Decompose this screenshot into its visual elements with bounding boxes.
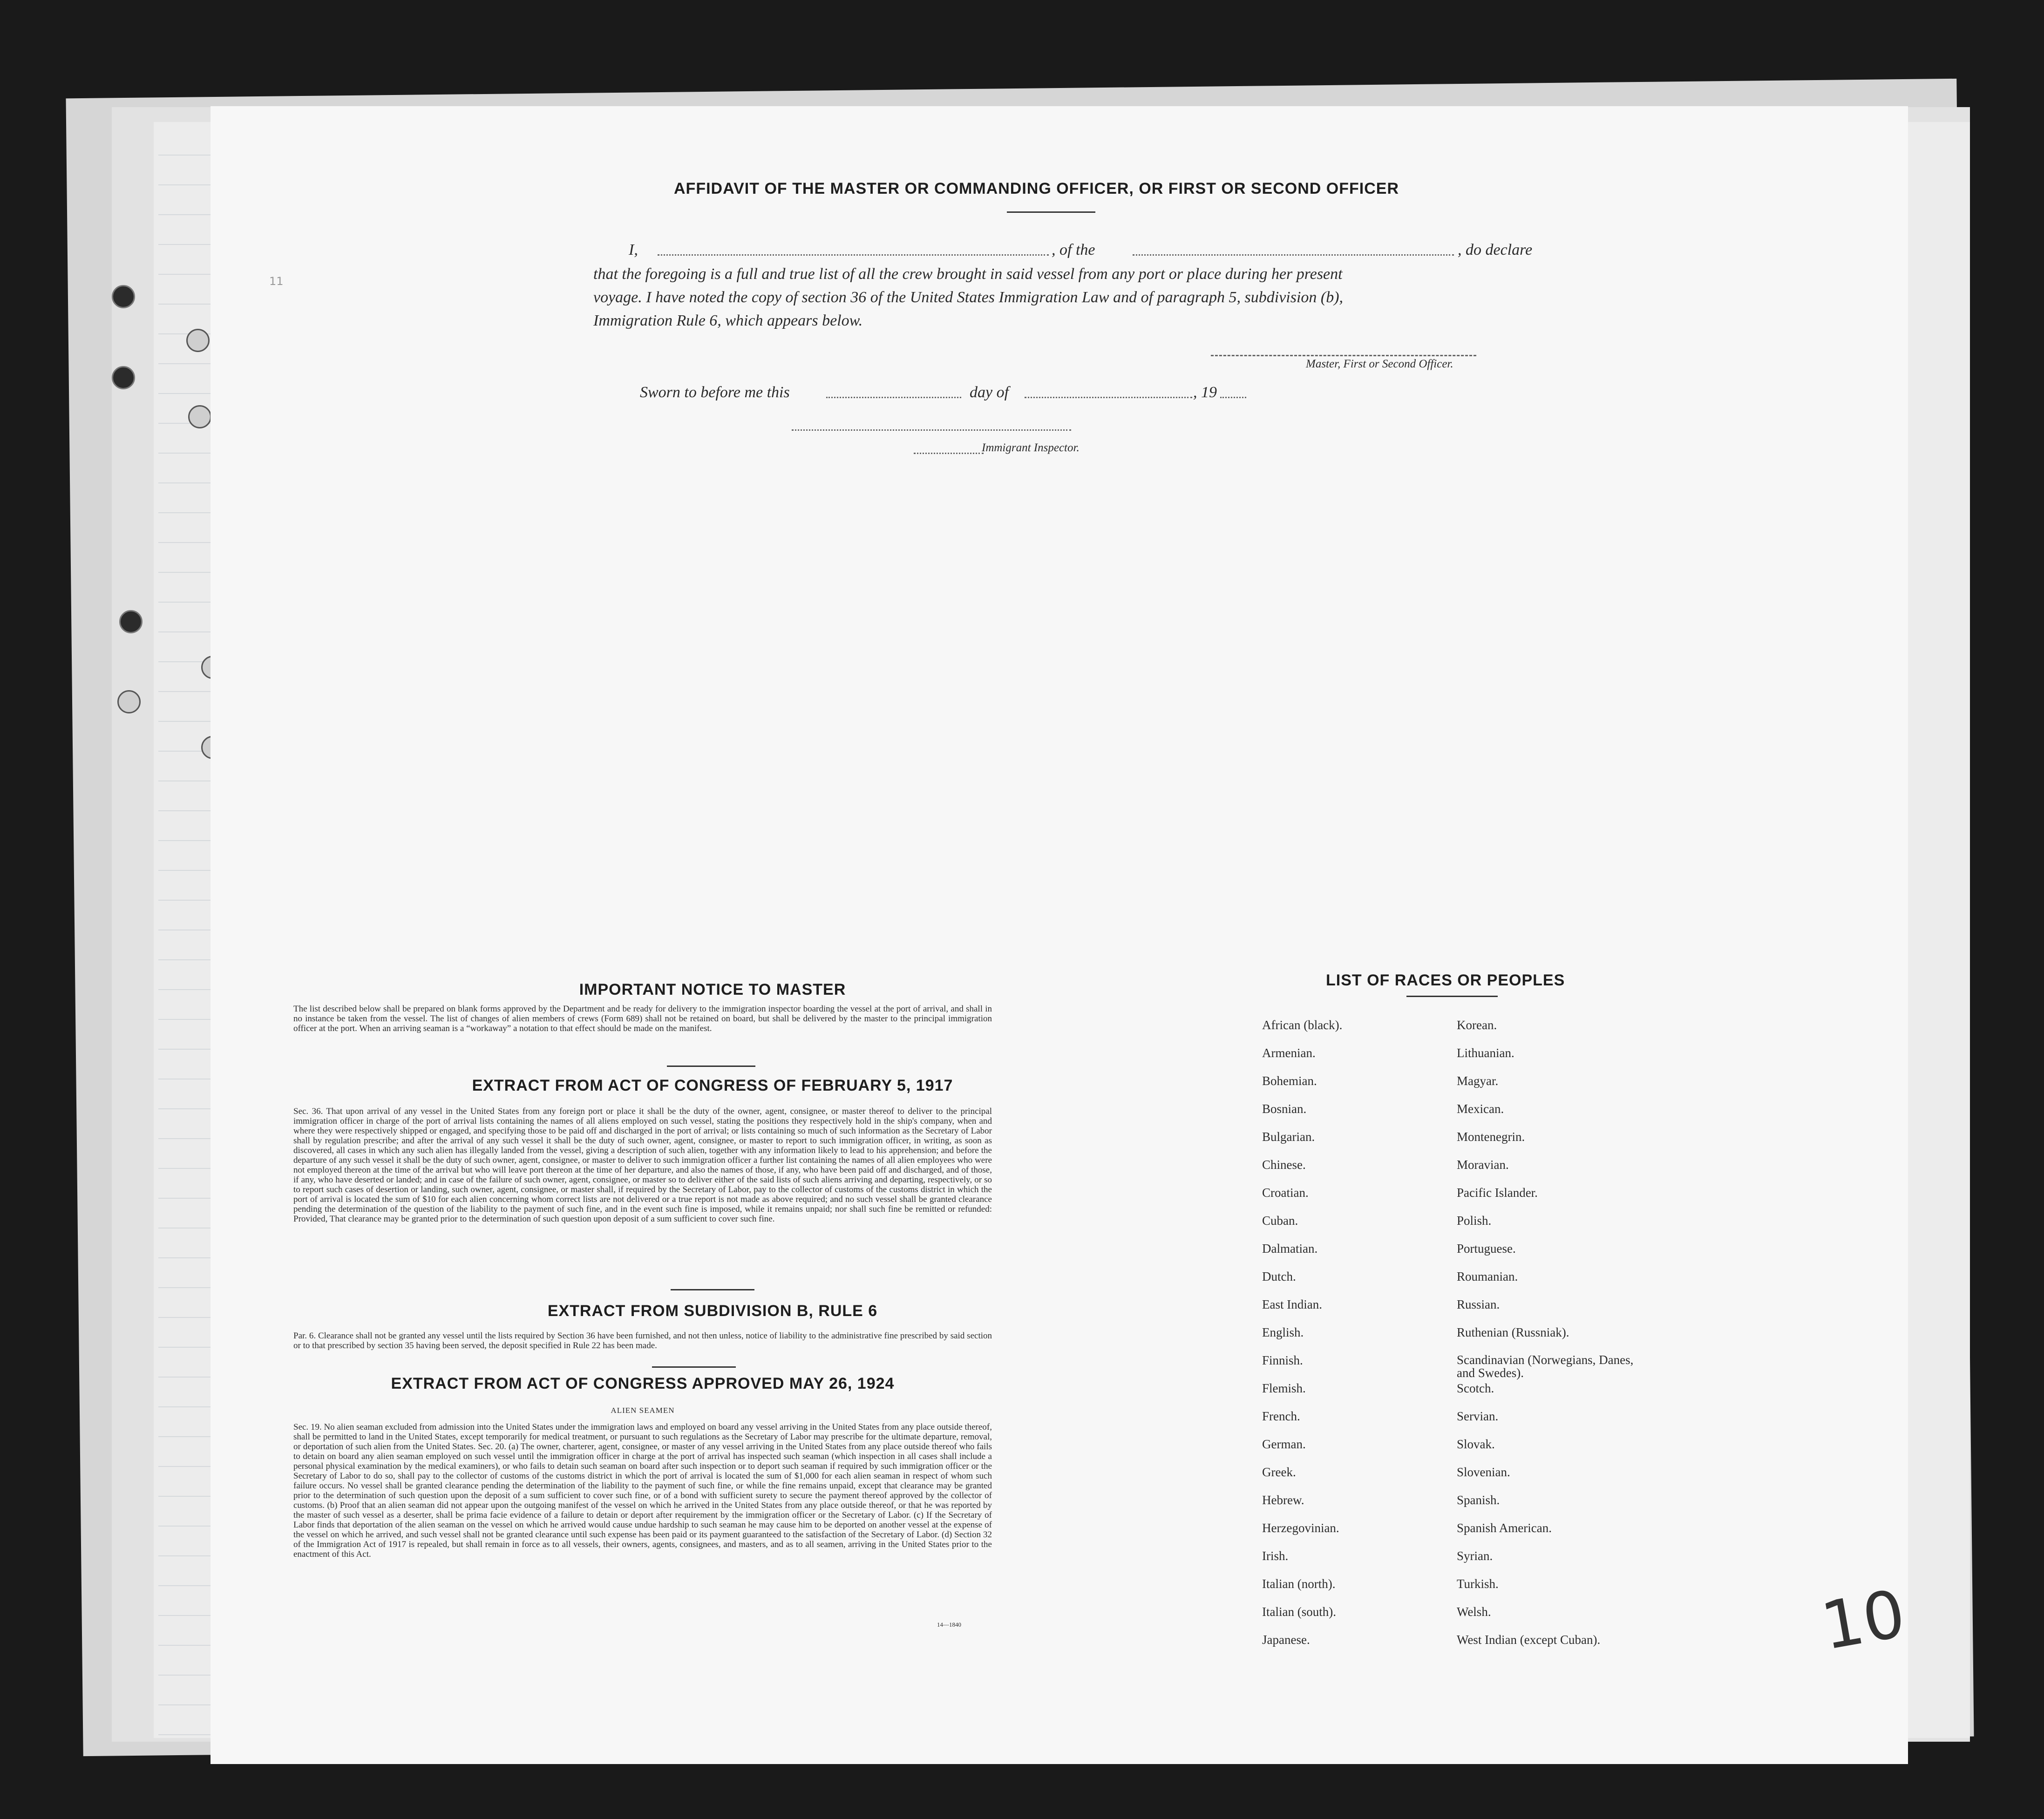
sworn-day-field[interactable]	[826, 397, 961, 398]
race-item: Scandinavian (Norwegians, Danes, and Swedes).	[1457, 1353, 1634, 1380]
punch-hole	[117, 690, 141, 713]
name-field[interactable]	[658, 254, 1049, 256]
extract-1924-subtitle: ALIEN SEAMEN	[611, 1406, 675, 1415]
race-item: Irish.	[1262, 1549, 1289, 1563]
races-title: LIST OF RACES OR PEOPLES	[1326, 971, 1565, 989]
race-item: Scotch.	[1457, 1381, 1494, 1395]
races-list-right	[1457, 1018, 1634, 1661]
race-item: Turkish.	[1457, 1577, 1499, 1591]
race-item: Spanish American.	[1457, 1521, 1552, 1535]
form-number: 14—1840	[937, 1621, 961, 1628]
extract-1917-text: Sec. 36. That upon arrival of any vessel in the United States from any foreign port or place it shall be the duty of the owner, agent, consignee, or master thereof to deliver to the principal immigration officer in charge of the port of arrival lists containing the names of all aliens employed on such vessel, stating the positions they respectively hold in the ship's company, when and where they were respectively shipped or engaged, and specifying those to be paid off and discharged in the port of arrival; or lists containing so much of such information as the Secretary of Labor shall by regulation prescribe; and after the arrival of any such vessel it shall be the duty of such owner, agent, consignee, or master to report to such immigration officer, in writing, as soon as discovered, all cases in which any such alien has illegally landed from the vessel, giving a description of such alien, together with any information likely to lead to his apprehension; and before the departure of any such vessel it shall be the duty of such owner, agent, consignee, or master to deliver to such immigration officer a further list containing the names of all alien employees who were not employed thereon at the time of the arrival but who will leave port thereon at the time of her departure, and also the names of those, if any, who have been paid off and discharged, and of those, if any, who have deserted or landed; and in case of the failure of such owner, agent, consignee, or master so to deliver either of the said lists of such aliens arriving and departing, respectively, or so to report such cases of desertion or landing, such owner, agent, consignee, or master shall, if required by the Secretary of Labor, pay to the collector of customs of the customs district in which the port of arrival is located the sum of $10 for each alien concerning whom correct lists are not delivered or a true report is not made as above required; and no such vessel shall be granted clearance pending the determination of the question of the liability to the payment of such fine, and in the event such fine is imposed, while it remains unpaid; nor shall such fine be remitted or refunded: Provided, That clearance may be granted prior to the determination of such question upon deposit of a sum sufficient to cover such fine.	[293, 1106, 992, 1224]
extract-1924-title: EXTRACT FROM ACT OF CONGRESS APPROVED MAY 26, 1924	[391, 1375, 895, 1392]
race-item: Bohemian.	[1262, 1074, 1317, 1088]
race-item: Italian (south).	[1262, 1605, 1336, 1619]
punch-hole	[112, 366, 135, 389]
punch-hole	[119, 610, 143, 633]
inspector-lead-line	[914, 453, 984, 454]
inspector-signature-field[interactable]	[792, 429, 1071, 431]
race-item: English.	[1262, 1325, 1304, 1339]
divider	[1007, 211, 1095, 213]
sworn-month-field[interactable]	[1025, 397, 1192, 398]
race-item: Mexican.	[1457, 1102, 1504, 1116]
race-item: Welsh.	[1457, 1605, 1491, 1619]
affidavit-line-4: Immigration Rule 6, which appears below.	[593, 312, 863, 329]
race-item: Ruthenian (Russniak).	[1457, 1325, 1569, 1339]
race-item: Magyar.	[1457, 1074, 1499, 1088]
race-item: Italian (north).	[1262, 1577, 1336, 1591]
extract-rule6-text: Par. 6. Clearance shall not be granted any vessel until the lists required by Section 36 have been furnished, and not then unless, notice of liability to the administrative fine prescribed by said section or to that prescribed by section 35 having been served, the deposit specified in Rule 22 has been made.	[293, 1331, 992, 1351]
race-item: Croatian.	[1262, 1186, 1309, 1200]
punch-hole	[188, 405, 211, 428]
race-item: Flemish.	[1262, 1381, 1306, 1395]
race-item: Herzegovinian.	[1262, 1521, 1339, 1535]
extract-1924-text: Sec. 19. No alien seaman excluded from admission into the United States under the immigration laws and employed on board any vessel arriving in the United States from any place outside thereof, shall be permitted to land in the United States, except temporarily for medical treatment, or pursuant to such regulations as the Secretary of Labor may prescribe for the ultimate departure, removal, or deportation of such alien from the United States. Sec. 20. (a) The owner, charterer, agent, consignee, or master of any vessel arriving in the United States from any place outside thereof who fails to detain on board any alien seaman employed on such vessel until the immigration officer in charge at the port of arrival has inspected such seaman (which inspection in all cases shall include a personal physical examination by the medical examiners), or who fails to detain such seaman on board after such inspection or to deport such seaman if required by such immigration officer or the Secretary of Labor to do so, shall pay to the collector of customs of the customs district in which the port of arrival is located the sum of $1,000 for each alien seaman in respect of whom such failure occurs. No vessel shall be granted clearance pending the determination of the liability to the payment of such fine, or while the fine remains unpaid, except that clearance may be granted prior to the determination of such question upon the deposit of a sum sufficient to cover such fine, or of a bond with sufficient surety to secure the payment thereof approved by the collector of customs. (b) Proof that an alien seaman did not appear upon the outgoing manifest of the vessel on which he arrived in the United States from any place outside thereof, or that he was reported by the master of such vessel as a deserter, shall be prima facie evidence of a failure to detain or deport after requirement by the immigration officer or the Secretary of Labor. (c) If the Secretary of Labor finds that deportation of the alien seaman on the vessel on which he arrived would cause undue hardship to such seaman he may cause him to be deported on another vessel at the expense of the vessel on which he arrived, and such vessel shall not be granted clearance until such expense has been paid or its payment guaranteed to the satisfaction of the Secretary of Labor. (d) Section 32 of the Immigration Act of 1917 is repealed, but shall remain in force as to all vessels, their owners, agents, consignees, and masters, and as to all seamen, arriving in the United States prior to the enactment of this Act.	[293, 1422, 992, 1559]
race-item: Greek.	[1262, 1465, 1296, 1479]
sworn-text: Sworn to before me this	[640, 384, 790, 401]
divider	[1406, 996, 1498, 997]
race-item: Cuban.	[1262, 1214, 1298, 1228]
race-item: Armenian.	[1262, 1046, 1316, 1060]
race-item: Bulgarian.	[1262, 1130, 1315, 1144]
form-page	[211, 106, 1911, 1764]
race-item: Chinese.	[1262, 1158, 1306, 1172]
sworn-year: , 19	[1193, 384, 1217, 401]
affidavit-line-3: voyage. I have noted the copy of section 36 of the United States Immigration Law and of paragraph 5, subdivision (b),	[593, 289, 1344, 306]
affidavit-line-2: that the foregoing is a full and true list of all the crew brought in said vessel from any port or place during her present	[593, 265, 1343, 283]
race-item: Japanese.	[1262, 1633, 1310, 1647]
race-item: West Indian (except Cuban).	[1457, 1633, 1601, 1647]
handwritten-page-number: 10	[1816, 1575, 1911, 1665]
race-item: Polish.	[1457, 1214, 1492, 1228]
race-item: Finnish.	[1262, 1353, 1303, 1367]
race-item: Slovak.	[1457, 1437, 1495, 1451]
race-item: Moravian.	[1457, 1158, 1509, 1172]
divider	[667, 1066, 755, 1067]
race-item: Roumanian.	[1457, 1269, 1518, 1283]
margin-mark: 11	[269, 275, 284, 288]
race-item: Portuguese.	[1457, 1242, 1516, 1256]
sworn-year-field[interactable]	[1220, 397, 1246, 398]
race-item: Lithuanian.	[1457, 1046, 1514, 1060]
affidavit-of-the: , of the	[1052, 241, 1095, 258]
race-item: German.	[1262, 1437, 1306, 1451]
extract-1917-title: EXTRACT FROM ACT OF CONGRESS OF FEBRUARY 5, 1917	[472, 1077, 953, 1094]
affidavit-title: AFFIDAVIT OF THE MASTER OR COMMANDING OFFICER, OR FIRST OR SECOND OFFICER	[674, 180, 1399, 197]
signature-label: Master, First or Second Officer.	[1306, 358, 1453, 370]
punch-hole	[186, 329, 210, 352]
race-item: Slovenian.	[1457, 1465, 1510, 1479]
race-item: Servian.	[1457, 1409, 1499, 1423]
race-item: Hebrew.	[1262, 1493, 1304, 1507]
divider	[671, 1289, 754, 1290]
signature-field[interactable]	[1211, 355, 1476, 356]
divider	[652, 1366, 736, 1368]
race-item: East Indian.	[1262, 1297, 1322, 1311]
vessel-field[interactable]	[1133, 254, 1454, 256]
notice-title: IMPORTANT NOTICE TO MASTER	[579, 981, 846, 998]
race-item: Montenegrin.	[1457, 1130, 1525, 1144]
race-item: Spanish.	[1457, 1493, 1500, 1507]
race-item: Dalmatian.	[1262, 1242, 1318, 1256]
affidavit-do-declare: , do declare	[1458, 241, 1533, 258]
race-item: French.	[1262, 1409, 1300, 1423]
affidavit-i: I,	[629, 241, 638, 258]
punch-hole	[112, 285, 135, 308]
race-item: Syrian.	[1457, 1549, 1493, 1563]
race-item: Russian.	[1457, 1297, 1500, 1311]
notice-text: The list described below shall be prepared on blank forms approved by the Department and be ready for delivery to the immigration inspector boarding the vessel at the port of arrival, and shall in no instance be taken from the vessel. The list of changes of alien members of crews (Form 689) shall not be retained on board, but shall be delivered by the master to the principal immigration officer at the port. When an arriving seaman is a “workaway” a notation to that effect should be made on the manifest.	[293, 1004, 992, 1033]
extract-rule6-title: EXTRACT FROM SUBDIVISION B, RULE 6	[547, 1302, 878, 1320]
race-item: African (black).	[1262, 1018, 1343, 1032]
sworn-day-of: day of	[970, 384, 1009, 401]
race-item: Dutch.	[1262, 1269, 1296, 1283]
races-list-left	[1262, 1018, 1342, 1661]
inspector-label: Immigrant Inspector.	[982, 441, 1080, 454]
race-item: Bosnian.	[1262, 1102, 1307, 1116]
race-item: Pacific Islander.	[1457, 1186, 1538, 1200]
race-item: Korean.	[1457, 1018, 1497, 1032]
